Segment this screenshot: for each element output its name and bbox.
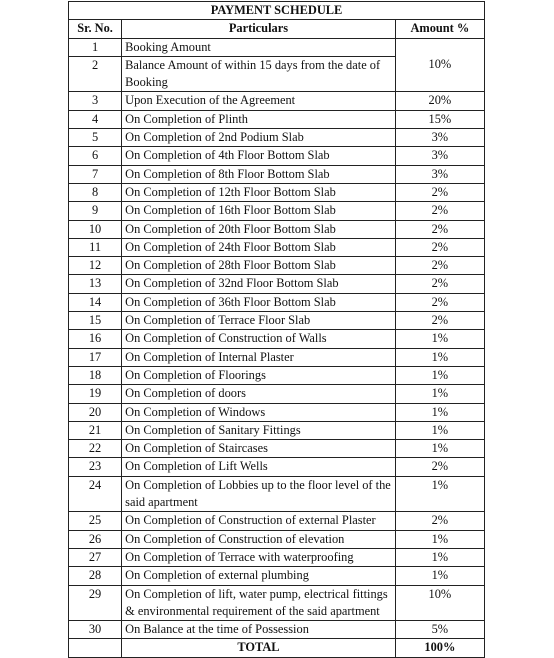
row-amount: 10% <box>395 585 484 621</box>
row-sr-no: 24 <box>69 476 122 512</box>
row-particulars: On Completion of 2nd Podium Slab <box>122 129 396 147</box>
row-sr-no: 18 <box>69 366 122 384</box>
total-amount: 100% <box>395 639 484 657</box>
table-row <box>69 366 485 384</box>
row-sr-no: 30 <box>69 621 122 639</box>
table-row <box>69 129 485 147</box>
row-sr-no: 13 <box>69 275 122 293</box>
table-row <box>69 403 485 421</box>
table-row <box>69 312 485 330</box>
table-row <box>69 458 485 476</box>
row-particulars: On Completion of Lobbies up to the floor level of the said apartment <box>122 476 396 512</box>
table-row <box>69 512 485 530</box>
row-particulars: On Completion of Floorings <box>122 366 396 384</box>
table-row <box>69 440 485 458</box>
table-row <box>69 385 485 403</box>
table-row <box>69 202 485 220</box>
row-particulars: On Completion of Staircases <box>122 440 396 458</box>
row-sr-no: 21 <box>69 421 122 439</box>
table-row <box>69 275 485 293</box>
row-amount: 1% <box>395 421 484 439</box>
table-row <box>69 567 485 585</box>
row-amount: 2% <box>395 183 484 201</box>
row-particulars: On Completion of external plumbing <box>122 567 396 585</box>
table-row <box>69 330 485 348</box>
row-sr-no: 22 <box>69 440 122 458</box>
table-row <box>69 165 485 183</box>
row-amount: 3% <box>395 165 484 183</box>
row-particulars: On Completion of Internal Plaster <box>122 348 396 366</box>
row-amount: 1% <box>395 348 484 366</box>
row-amount: 1% <box>395 403 484 421</box>
row-amount: 2% <box>395 275 484 293</box>
table-row <box>69 220 485 238</box>
table-row <box>69 147 485 165</box>
row-amount: 2% <box>395 293 484 311</box>
row-particulars: On Completion of Sanitary Fittings <box>122 421 396 439</box>
header-particulars: Particulars <box>122 20 396 38</box>
row-particulars: On Completion of 12th Floor Bottom Slab <box>122 183 396 201</box>
row-sr-no: 11 <box>69 238 122 256</box>
row-amount: 2% <box>395 312 484 330</box>
row-sr-no: 3 <box>69 92 122 110</box>
row-particulars: On Completion of 8th Floor Bottom Slab <box>122 165 396 183</box>
row-particulars: Booking Amount <box>122 38 396 56</box>
table-row <box>69 38 485 56</box>
row-particulars: On Completion of 16th Floor Bottom Slab <box>122 202 396 220</box>
table-row <box>69 585 485 621</box>
row-amount: 1% <box>395 440 484 458</box>
row-particulars: On Completion of Construction of external Plaster <box>122 512 396 530</box>
table-row <box>69 257 485 275</box>
row-amount: 2% <box>395 458 484 476</box>
row-amount: 20% <box>395 92 484 110</box>
row-sr-no: 28 <box>69 567 122 585</box>
row-sr-no: 16 <box>69 330 122 348</box>
row-particulars: On Completion of Windows <box>122 403 396 421</box>
row-sr-no: 19 <box>69 385 122 403</box>
row-particulars: Balance Amount of within 15 days from the date of Booking <box>122 56 396 92</box>
row-particulars: On Completion of lift, water pump, electrical fittings & environmental requirement of the said apartment <box>122 585 396 621</box>
row-sr-no: 12 <box>69 257 122 275</box>
row-amount: 15% <box>395 110 484 128</box>
table-row <box>69 621 485 639</box>
row-particulars: On Completion of Construction of Walls <box>122 330 396 348</box>
table-row <box>69 238 485 256</box>
row-sr-no: 2 <box>69 56 122 92</box>
schedule-rows <box>69 38 485 639</box>
table-row <box>69 92 485 110</box>
row-particulars: On Completion of Terrace with waterproofing <box>122 548 396 566</box>
header-amount: Amount % <box>395 20 484 38</box>
table-row <box>69 421 485 439</box>
row-sr-no: 10 <box>69 220 122 238</box>
row-amount: 2% <box>395 257 484 275</box>
row-amount: 2% <box>395 220 484 238</box>
row-sr-no: 4 <box>69 110 122 128</box>
payment-schedule-sheet <box>68 1 485 658</box>
row-particulars: On Completion of 20th Floor Bottom Slab <box>122 220 396 238</box>
row-amount: 2% <box>395 202 484 220</box>
row-particulars: On Completion of Terrace Floor Slab <box>122 312 396 330</box>
total-sr-cell <box>69 639 122 657</box>
row-particulars: On Completion of Lift Wells <box>122 458 396 476</box>
table-row <box>69 293 485 311</box>
row-amount: 3% <box>395 129 484 147</box>
table-row <box>69 530 485 548</box>
row-amount: 3% <box>395 147 484 165</box>
row-particulars: On Completion of Plinth <box>122 110 396 128</box>
row-particulars: On Completion of doors <box>122 385 396 403</box>
row-particulars: On Completion of Construction of elevation <box>122 530 396 548</box>
row-amount: 1% <box>395 548 484 566</box>
row-sr-no: 23 <box>69 458 122 476</box>
row-amount: 10% <box>395 38 484 92</box>
payment-schedule-table <box>68 1 485 658</box>
row-particulars: On Completion of 24th Floor Bottom Slab <box>122 238 396 256</box>
row-sr-no: 5 <box>69 129 122 147</box>
row-sr-no: 26 <box>69 530 122 548</box>
row-sr-no: 20 <box>69 403 122 421</box>
row-sr-no: 25 <box>69 512 122 530</box>
row-amount: 1% <box>395 476 484 512</box>
row-sr-no: 15 <box>69 312 122 330</box>
row-sr-no: 8 <box>69 183 122 201</box>
table-title: PAYMENT SCHEDULE <box>69 2 485 20</box>
row-amount: 1% <box>395 530 484 548</box>
table-row <box>69 348 485 366</box>
row-amount: 5% <box>395 621 484 639</box>
table-row <box>69 110 485 128</box>
row-sr-no: 27 <box>69 548 122 566</box>
row-sr-no: 17 <box>69 348 122 366</box>
row-amount: 1% <box>395 385 484 403</box>
row-sr-no: 1 <box>69 38 122 56</box>
row-particulars: On Completion of 4th Floor Bottom Slab <box>122 147 396 165</box>
row-amount: 2% <box>395 512 484 530</box>
row-sr-no: 7 <box>69 165 122 183</box>
header-sr-no: Sr. No. <box>69 20 122 38</box>
row-particulars: On Balance at the time of Possession <box>122 621 396 639</box>
row-sr-no: 29 <box>69 585 122 621</box>
row-sr-no: 14 <box>69 293 122 311</box>
row-amount: 2% <box>395 238 484 256</box>
row-particulars: On Completion of 32nd Floor Bottom Slab <box>122 275 396 293</box>
total-label: TOTAL <box>122 639 396 657</box>
row-amount: 1% <box>395 567 484 585</box>
table-row <box>69 548 485 566</box>
row-particulars: On Completion of 28th Floor Bottom Slab <box>122 257 396 275</box>
table-row <box>69 183 485 201</box>
total-row <box>69 639 485 657</box>
row-particulars: On Completion of 36th Floor Bottom Slab <box>122 293 396 311</box>
row-particulars: Upon Execution of the Agreement <box>122 92 396 110</box>
table-row <box>69 476 485 512</box>
row-amount: 1% <box>395 366 484 384</box>
row-sr-no: 6 <box>69 147 122 165</box>
row-sr-no: 9 <box>69 202 122 220</box>
row-amount: 1% <box>395 330 484 348</box>
